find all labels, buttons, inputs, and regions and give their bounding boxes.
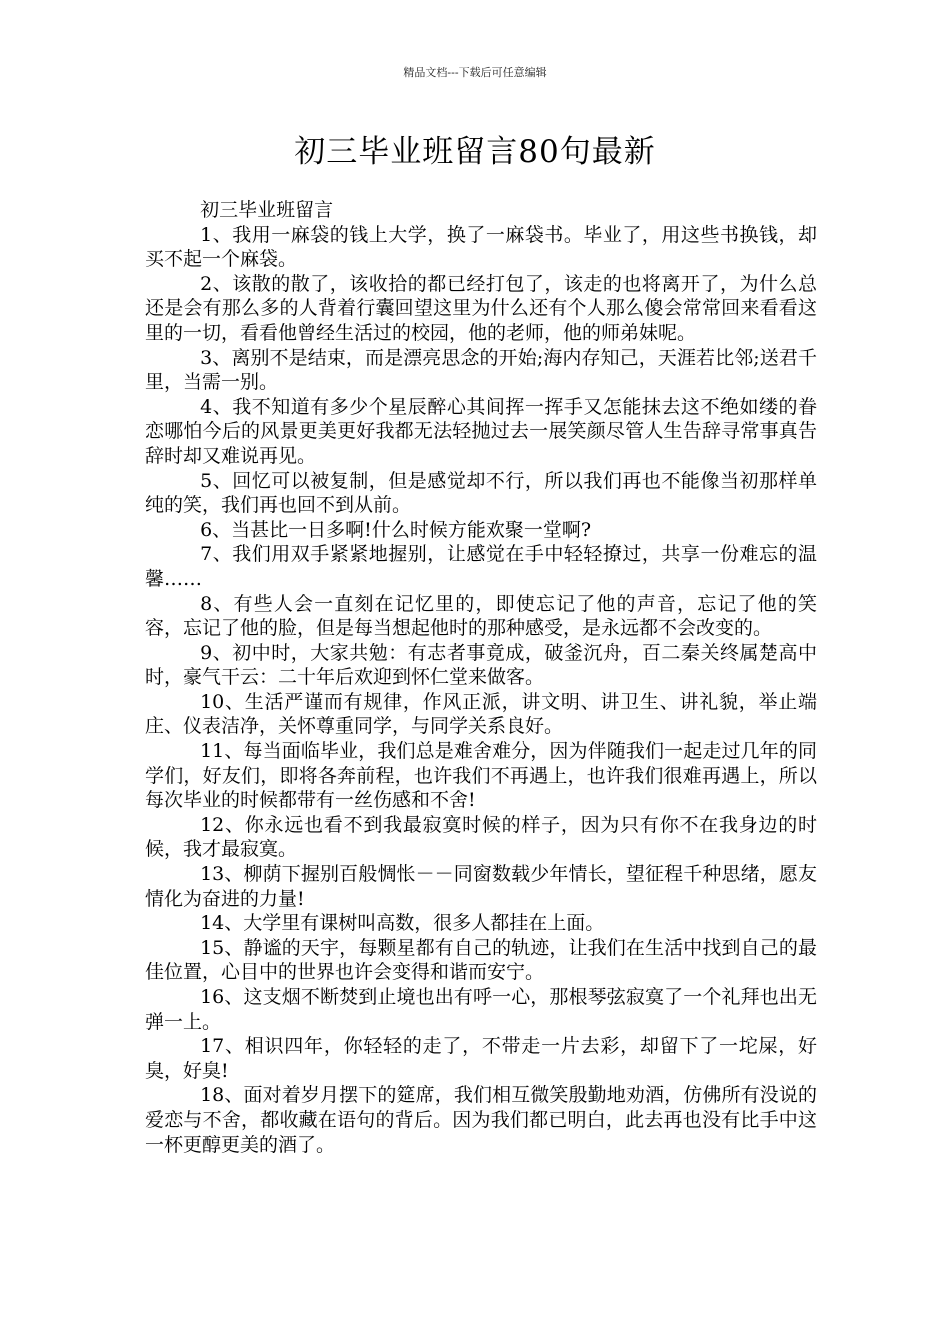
list-item: 13、柳荫下握别百般惆怅－－同窗数载少年情长，望征程千种思绪，愿友情化为奋进的力量!	[145, 863, 817, 910]
list-item: 8、有些人会一直刻在记忆里的，即使忘记了他的声音，忘记了他的笑容，忘记了他的脸，但是每当想起他时的那种感受，是永远都不会改变的。	[145, 592, 817, 640]
list-item: 7、我们用双手紧紧地握别，让感觉在手中轻轻撩过，共享一份难忘的温馨……	[145, 543, 817, 590]
list-item: 12、你永远也看不到我最寂寞时候的样子，因为只有你不在我身边的时候，我才最寂寞。	[145, 813, 817, 861]
list-item: 5、回忆可以被复制，但是感觉却不行，所以我们再也不能像当初那样单纯的笑，我们再也回不到从前。	[145, 469, 817, 517]
list-item: 17、相识四年，你轻轻的走了，不带走一片去彩，却留下了一坨屎，好臭，好臭!	[145, 1035, 817, 1082]
list-item: 11、每当面临毕业，我们总是难舍难分，因为伴随我们一起走过几年的同学们，好友们，即将各奔前程，也许我们不再遇上，也许我们很难再遇上，所以每次毕业的时候都带有一丝伤感和不舍!	[145, 740, 817, 812]
list-item: 10、生活严谨而有规律，作风正派，讲文明、讲卫生、讲礼貌，举止端庄、仪表洁净，关怀尊重同学，与同学关系良好。	[145, 690, 817, 738]
list-item: 14、大学里有课树叫高数，很多人都挂在上面。	[200, 912, 605, 935]
list-item: 18、面对着岁月摆下的筵席，我们相互微笑殷勤地劝酒，仿佛所有没说的爱恋与不舍，都收藏在语句的背后。因为我们都已明白，此去再也没有比手中这一杯更醇更美的酒了。	[145, 1084, 817, 1156]
list-item: 4、我不知道有多少个星辰醉心其间挥一挥手又怎能抹去这不绝如缕的眷恋哪怕今后的风景更美更好我都无法轻抛过去一展笑颜尽管人生告辞寻常事真告辞时却又难说再见。	[145, 395, 817, 467]
list-item: 15、静谧的天宇，每颗星都有自己的轨迹，让我们在生活中找到自己的最佳位置，心目中的世界也许会变得和谐而安宁。	[145, 936, 817, 984]
list-item: 16、这支烟不断焚到止境也出有呼一心，那根琴弦寂寞了一个礼拜也出无弹一上。	[145, 986, 817, 1033]
list-item: 1、我用一麻袋的钱上大学，换了一麻袋书。毕业了，用这些书换钱，却买不起一个麻袋。	[145, 223, 817, 271]
list-item: 6、当甚比一日多啊!什么时候方能欢聚一堂啊?	[200, 518, 592, 541]
document-title: 初三毕业班留言80句最新	[294, 134, 656, 170]
list-item: 9、初中时，大家共勉：有志者事竟成，破釜沉舟，百二秦关终属楚高中时，豪气干云：二十年后欢迎到怀仁堂来做客。	[145, 641, 817, 689]
list-item: 3、离别不是结束，而是漂亮思念的开始;海内存知己，天涯若比邻;送君千里，当需一别。	[145, 346, 817, 394]
document-body	[145, 198, 817, 1157]
section-subtitle: 初三毕业班留言	[200, 199, 334, 221]
list-item: 2、该散的散了，该收拾的都已经打包了，该走的也将离开了，为什么总还是会有那么多的人背着行囊回望这里为什么还有个人那么傻会常常回来看看这里的一切，看看他曾经生活过的校园，他的老师，他的师弟妹呢。	[145, 272, 817, 344]
header-note: 精品文档---下载后可任意编辑	[403, 66, 547, 79]
